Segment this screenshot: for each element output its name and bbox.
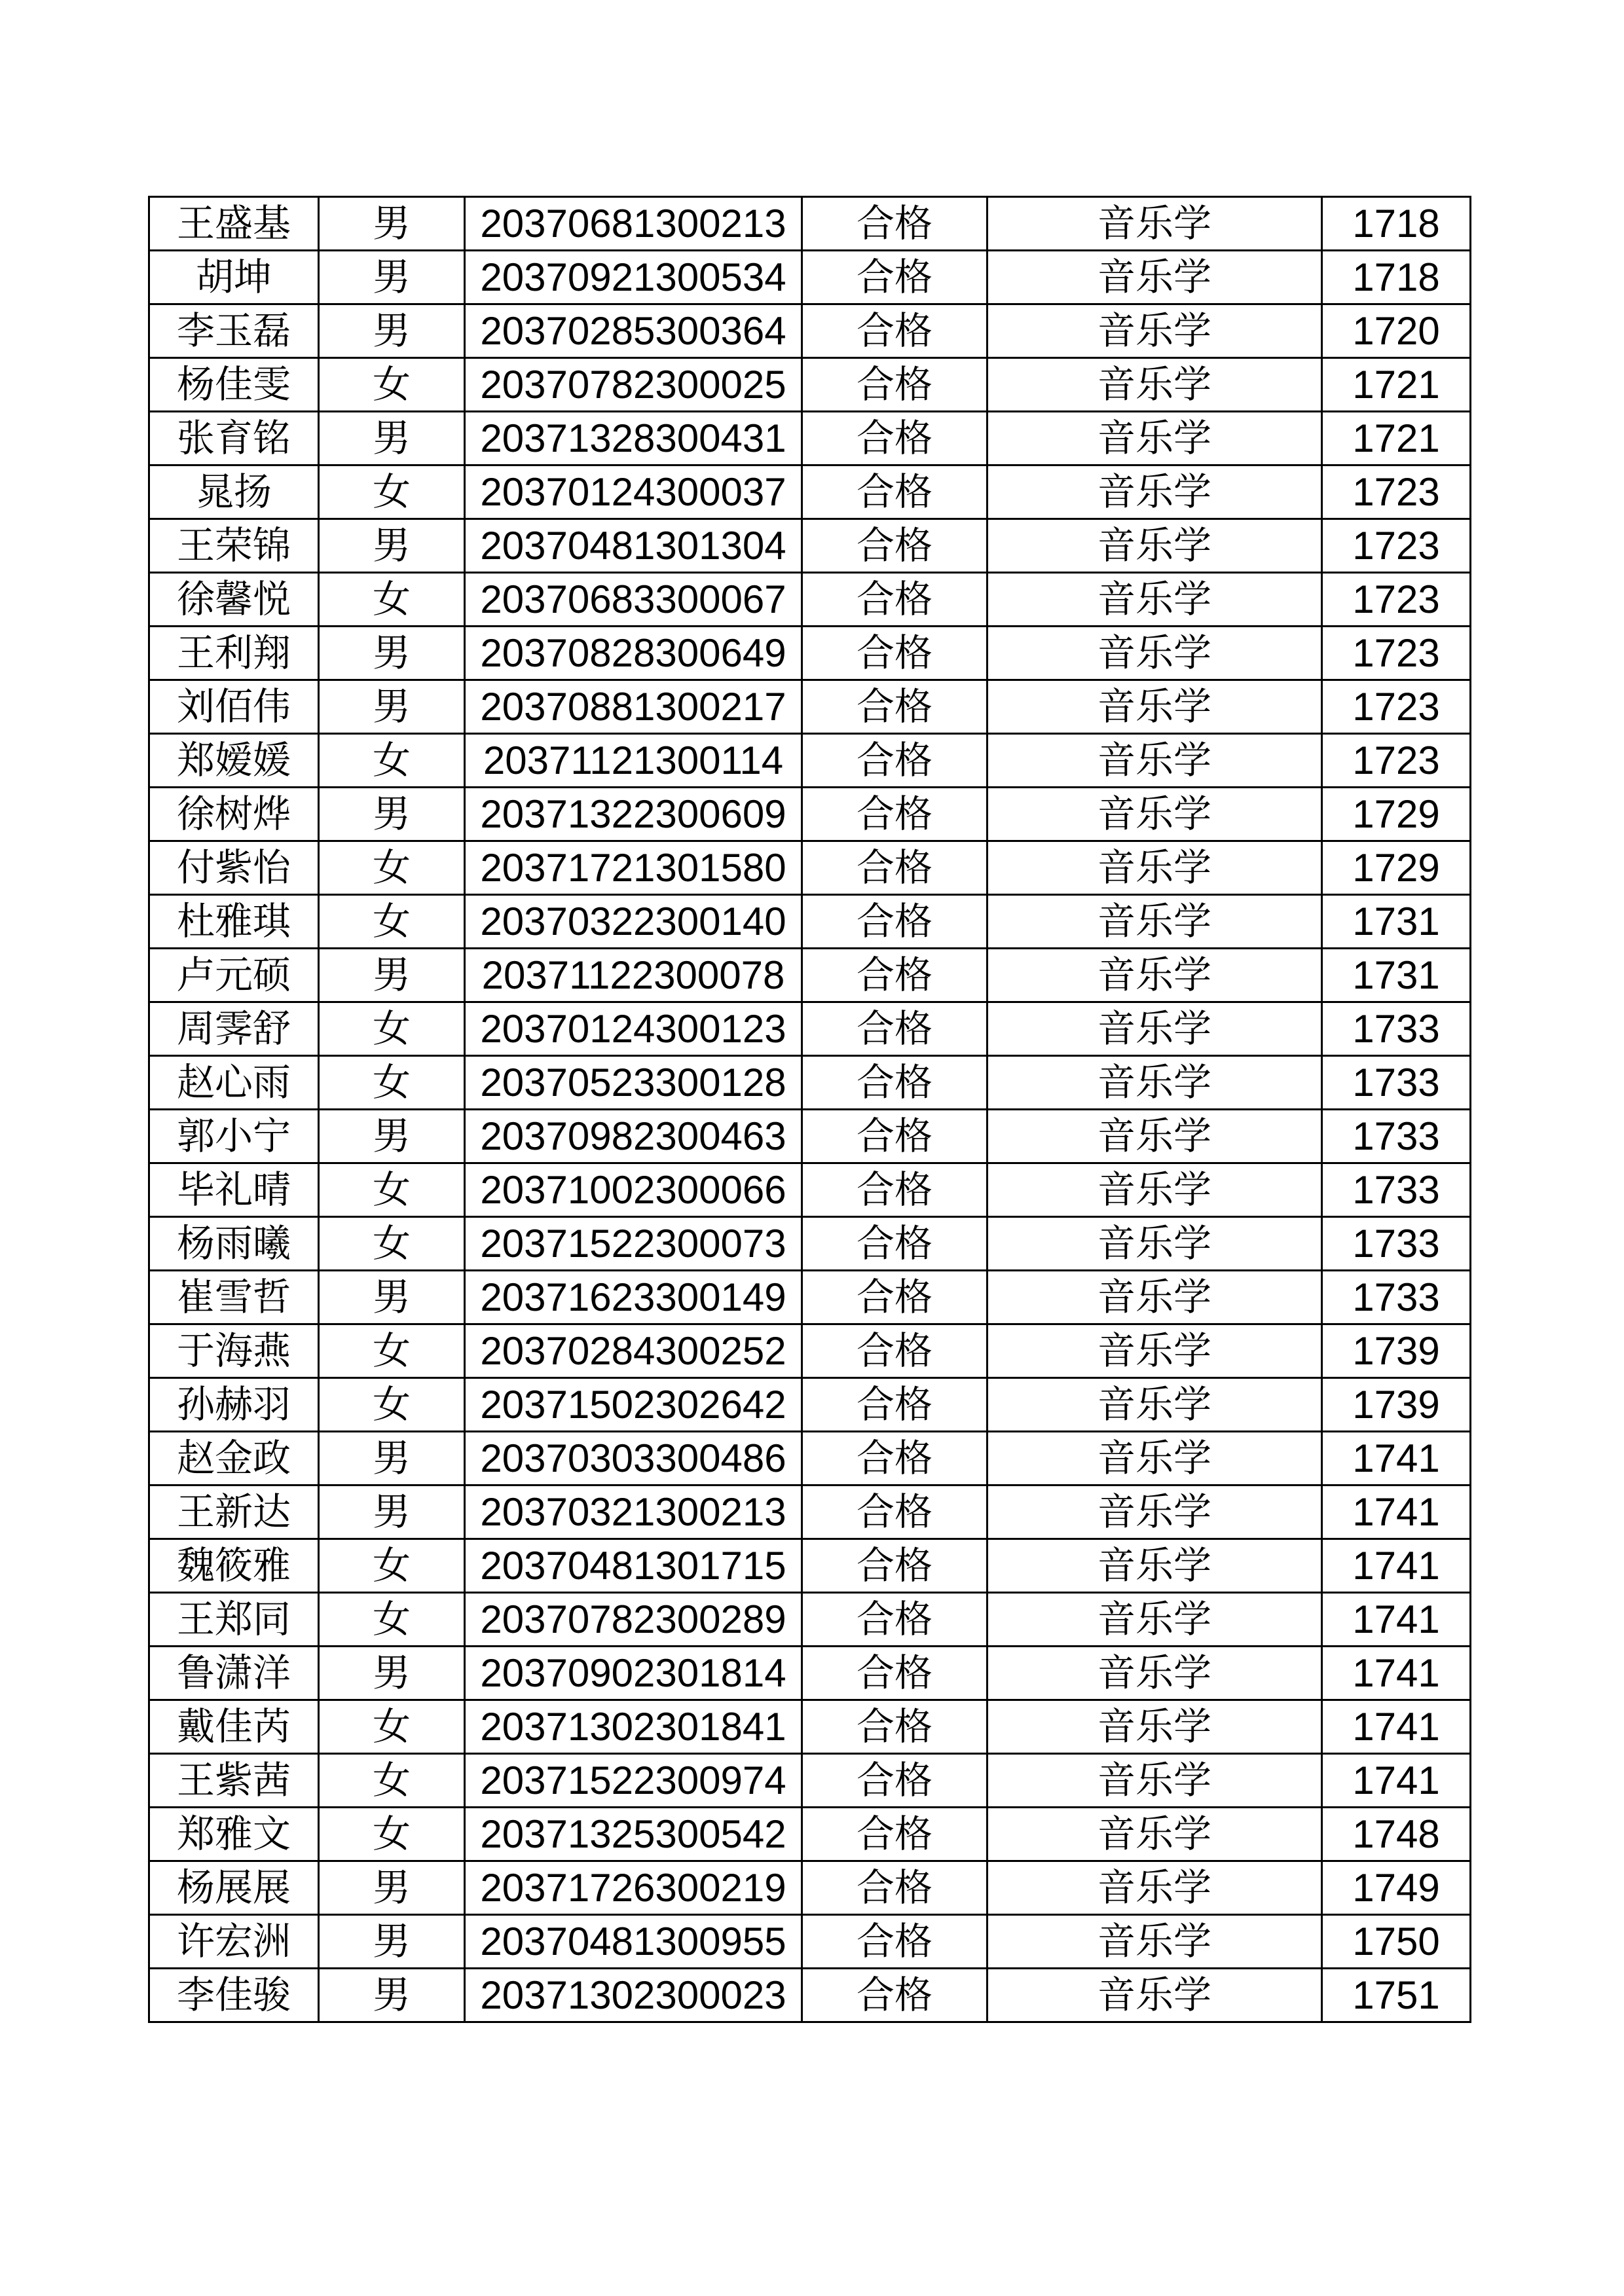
gender-cell: 男 xyxy=(319,1432,465,1485)
gender-cell: 女 xyxy=(319,1754,465,1808)
result-cell: 合格 xyxy=(802,304,987,358)
student-name-cell: 李佳骏 xyxy=(149,1969,319,2022)
major-cell: 音乐学 xyxy=(987,1593,1322,1647)
student-name-cell: 赵心雨 xyxy=(149,1056,319,1110)
table-row xyxy=(149,734,1471,788)
gender-cell: 女 xyxy=(319,1539,465,1593)
exam-id-cell: 20370828300649 xyxy=(465,627,802,680)
table-row xyxy=(149,1378,1471,1432)
major-cell: 音乐学 xyxy=(987,1861,1322,1915)
rank-cell: 1733 xyxy=(1322,1217,1471,1271)
table-row xyxy=(149,788,1471,841)
rank-cell: 1721 xyxy=(1322,358,1471,412)
gender-cell: 男 xyxy=(319,251,465,304)
result-cell: 合格 xyxy=(802,1808,987,1861)
table-row xyxy=(149,1002,1471,1056)
result-cell: 合格 xyxy=(802,1378,987,1432)
exam-id-cell: 20371328300431 xyxy=(465,412,802,465)
exam-id-cell: 20370481301715 xyxy=(465,1539,802,1593)
rank-cell: 1723 xyxy=(1322,519,1471,573)
student-name-cell: 王荣锦 xyxy=(149,519,319,573)
gender-cell: 女 xyxy=(319,1217,465,1271)
rank-cell: 1741 xyxy=(1322,1647,1471,1700)
result-cell: 合格 xyxy=(802,1002,987,1056)
table-row xyxy=(149,1163,1471,1217)
student-name-cell: 李玉磊 xyxy=(149,304,319,358)
gender-cell: 男 xyxy=(319,627,465,680)
result-cell: 合格 xyxy=(802,1271,987,1324)
gender-cell: 男 xyxy=(319,1110,465,1163)
major-cell: 音乐学 xyxy=(987,573,1322,627)
rank-cell: 1723 xyxy=(1322,573,1471,627)
exam-id-cell: 20370124300037 xyxy=(465,465,802,519)
result-cell: 合格 xyxy=(802,197,987,251)
table-row xyxy=(149,841,1471,895)
result-cell: 合格 xyxy=(802,680,987,734)
result-cell: 合格 xyxy=(802,358,987,412)
rank-cell: 1729 xyxy=(1322,788,1471,841)
result-cell: 合格 xyxy=(802,1700,987,1754)
student-name-cell: 王新达 xyxy=(149,1485,319,1539)
exam-id-cell: 20370303300486 xyxy=(465,1432,802,1485)
exam-id-cell: 20371522300974 xyxy=(465,1754,802,1808)
exam-id-cell: 20370124300123 xyxy=(465,1002,802,1056)
student-name-cell: 杜雅琪 xyxy=(149,895,319,949)
student-name-cell: 胡坤 xyxy=(149,251,319,304)
exam-id-cell: 20370782300025 xyxy=(465,358,802,412)
major-cell: 音乐学 xyxy=(987,841,1322,895)
student-name-cell: 付紫怡 xyxy=(149,841,319,895)
major-cell: 音乐学 xyxy=(987,1432,1322,1485)
results-table xyxy=(148,196,1471,2023)
major-cell: 音乐学 xyxy=(987,519,1322,573)
exam-id-cell: 20371325300542 xyxy=(465,1808,802,1861)
result-cell: 合格 xyxy=(802,1432,987,1485)
result-cell: 合格 xyxy=(802,573,987,627)
major-cell: 音乐学 xyxy=(987,680,1322,734)
student-name-cell: 徐树烨 xyxy=(149,788,319,841)
table-row xyxy=(149,519,1471,573)
gender-cell: 男 xyxy=(319,949,465,1002)
gender-cell: 男 xyxy=(319,1271,465,1324)
result-cell: 合格 xyxy=(802,734,987,788)
rank-cell: 1733 xyxy=(1322,1056,1471,1110)
gender-cell: 女 xyxy=(319,358,465,412)
rank-cell: 1733 xyxy=(1322,1271,1471,1324)
result-cell: 合格 xyxy=(802,1969,987,2022)
major-cell: 音乐学 xyxy=(987,1271,1322,1324)
result-cell: 合格 xyxy=(802,412,987,465)
result-cell: 合格 xyxy=(802,1593,987,1647)
exam-id-cell: 20370321300213 xyxy=(465,1485,802,1539)
exam-id-cell: 20370481300955 xyxy=(465,1915,802,1969)
rank-cell: 1733 xyxy=(1322,1002,1471,1056)
student-name-cell: 毕礼晴 xyxy=(149,1163,319,1217)
student-name-cell: 戴佳芮 xyxy=(149,1700,319,1754)
major-cell: 音乐学 xyxy=(987,1056,1322,1110)
result-cell: 合格 xyxy=(802,841,987,895)
table-row xyxy=(149,1647,1471,1700)
gender-cell: 男 xyxy=(319,1647,465,1700)
exam-id-cell: 20371302301841 xyxy=(465,1700,802,1754)
gender-cell: 男 xyxy=(319,1861,465,1915)
result-cell: 合格 xyxy=(802,1754,987,1808)
rank-cell: 1720 xyxy=(1322,304,1471,358)
major-cell: 音乐学 xyxy=(987,788,1322,841)
exam-id-cell: 20370285300364 xyxy=(465,304,802,358)
major-cell: 音乐学 xyxy=(987,1539,1322,1593)
rank-cell: 1741 xyxy=(1322,1593,1471,1647)
student-name-cell: 周霁舒 xyxy=(149,1002,319,1056)
exam-id-cell: 20370523300128 xyxy=(465,1056,802,1110)
table-row xyxy=(149,1485,1471,1539)
result-cell: 合格 xyxy=(802,1217,987,1271)
gender-cell: 男 xyxy=(319,304,465,358)
student-name-cell: 崔雪哲 xyxy=(149,1271,319,1324)
gender-cell: 女 xyxy=(319,1700,465,1754)
gender-cell: 男 xyxy=(319,1969,465,2022)
exam-id-cell: 20370902301814 xyxy=(465,1647,802,1700)
exam-id-cell: 20371726300219 xyxy=(465,1861,802,1915)
table-row xyxy=(149,1056,1471,1110)
major-cell: 音乐学 xyxy=(987,1110,1322,1163)
rank-cell: 1723 xyxy=(1322,680,1471,734)
gender-cell: 女 xyxy=(319,573,465,627)
rank-cell: 1721 xyxy=(1322,412,1471,465)
table-row xyxy=(149,573,1471,627)
exam-id-cell: 20371623300149 xyxy=(465,1271,802,1324)
rank-cell: 1741 xyxy=(1322,1754,1471,1808)
major-cell: 音乐学 xyxy=(987,1647,1322,1700)
table-row xyxy=(149,1861,1471,1915)
table-row xyxy=(149,465,1471,519)
table-row xyxy=(149,358,1471,412)
result-cell: 合格 xyxy=(802,1110,987,1163)
rank-cell: 1741 xyxy=(1322,1539,1471,1593)
result-cell: 合格 xyxy=(802,1861,987,1915)
table-row xyxy=(149,1110,1471,1163)
gender-cell: 男 xyxy=(319,1485,465,1539)
result-cell: 合格 xyxy=(802,1324,987,1378)
table-row xyxy=(149,895,1471,949)
table-row xyxy=(149,680,1471,734)
major-cell: 音乐学 xyxy=(987,1378,1322,1432)
rank-cell: 1718 xyxy=(1322,197,1471,251)
gender-cell: 女 xyxy=(319,1324,465,1378)
major-cell: 音乐学 xyxy=(987,627,1322,680)
result-cell: 合格 xyxy=(802,1647,987,1700)
gender-cell: 女 xyxy=(319,895,465,949)
table-row xyxy=(149,1915,1471,1969)
rank-cell: 1723 xyxy=(1322,627,1471,680)
exam-id-cell: 20370481301304 xyxy=(465,519,802,573)
result-cell: 合格 xyxy=(802,627,987,680)
table-row xyxy=(149,1700,1471,1754)
student-name-cell: 晁扬 xyxy=(149,465,319,519)
gender-cell: 男 xyxy=(319,197,465,251)
result-cell: 合格 xyxy=(802,788,987,841)
gender-cell: 女 xyxy=(319,1056,465,1110)
table-row xyxy=(149,197,1471,251)
rank-cell: 1741 xyxy=(1322,1700,1471,1754)
gender-cell: 女 xyxy=(319,1593,465,1647)
exam-id-cell: 20371122300078 xyxy=(465,949,802,1002)
table-row xyxy=(149,1969,1471,2022)
table-row xyxy=(149,412,1471,465)
result-cell: 合格 xyxy=(802,519,987,573)
gender-cell: 女 xyxy=(319,734,465,788)
result-cell: 合格 xyxy=(802,1163,987,1217)
exam-id-cell: 20370681300213 xyxy=(465,197,802,251)
student-name-cell: 杨雨曦 xyxy=(149,1217,319,1271)
rank-cell: 1733 xyxy=(1322,1163,1471,1217)
rank-cell: 1723 xyxy=(1322,465,1471,519)
gender-cell: 男 xyxy=(319,1915,465,1969)
gender-cell: 男 xyxy=(319,412,465,465)
exam-id-cell: 20371322300609 xyxy=(465,788,802,841)
gender-cell: 女 xyxy=(319,1163,465,1217)
student-name-cell: 郑嫒媛 xyxy=(149,734,319,788)
gender-cell: 女 xyxy=(319,1002,465,1056)
student-name-cell: 于海燕 xyxy=(149,1324,319,1378)
student-name-cell: 刘佰伟 xyxy=(149,680,319,734)
student-name-cell: 杨佳雯 xyxy=(149,358,319,412)
table-row xyxy=(149,1539,1471,1593)
rank-cell: 1750 xyxy=(1322,1915,1471,1969)
major-cell: 音乐学 xyxy=(987,1700,1322,1754)
gender-cell: 女 xyxy=(319,1808,465,1861)
rank-cell: 1751 xyxy=(1322,1969,1471,2022)
student-name-cell: 魏筱雅 xyxy=(149,1539,319,1593)
gender-cell: 女 xyxy=(319,1378,465,1432)
major-cell: 音乐学 xyxy=(987,1163,1322,1217)
result-cell: 合格 xyxy=(802,1056,987,1110)
exam-id-cell: 20370921300534 xyxy=(465,251,802,304)
rank-cell: 1739 xyxy=(1322,1378,1471,1432)
major-cell: 音乐学 xyxy=(987,1485,1322,1539)
exam-id-cell: 20371121300114 xyxy=(465,734,802,788)
rank-cell: 1741 xyxy=(1322,1485,1471,1539)
exam-id-cell: 20370982300463 xyxy=(465,1110,802,1163)
rank-cell: 1739 xyxy=(1322,1324,1471,1378)
student-name-cell: 徐馨悦 xyxy=(149,573,319,627)
result-cell: 合格 xyxy=(802,949,987,1002)
rank-cell: 1729 xyxy=(1322,841,1471,895)
major-cell: 音乐学 xyxy=(987,1808,1322,1861)
major-cell: 音乐学 xyxy=(987,465,1322,519)
student-name-cell: 赵金政 xyxy=(149,1432,319,1485)
table-row xyxy=(149,1271,1471,1324)
major-cell: 音乐学 xyxy=(987,1754,1322,1808)
major-cell: 音乐学 xyxy=(987,734,1322,788)
result-cell: 合格 xyxy=(802,251,987,304)
exam-id-cell: 20370322300140 xyxy=(465,895,802,949)
exam-id-cell: 20370284300252 xyxy=(465,1324,802,1378)
major-cell: 音乐学 xyxy=(987,1324,1322,1378)
exam-id-cell: 20371502302642 xyxy=(465,1378,802,1432)
table-row xyxy=(149,304,1471,358)
student-name-cell: 王利翔 xyxy=(149,627,319,680)
exam-id-cell: 20371002300066 xyxy=(465,1163,802,1217)
student-name-cell: 鲁潇洋 xyxy=(149,1647,319,1700)
gender-cell: 女 xyxy=(319,841,465,895)
student-name-cell: 王紫茜 xyxy=(149,1754,319,1808)
result-cell: 合格 xyxy=(802,895,987,949)
rank-cell: 1723 xyxy=(1322,734,1471,788)
student-name-cell: 杨展展 xyxy=(149,1861,319,1915)
rank-cell: 1733 xyxy=(1322,1110,1471,1163)
rank-cell: 1731 xyxy=(1322,895,1471,949)
exam-id-cell: 20370683300067 xyxy=(465,573,802,627)
rank-cell: 1741 xyxy=(1322,1432,1471,1485)
exam-id-cell: 20371721301580 xyxy=(465,841,802,895)
gender-cell: 女 xyxy=(319,465,465,519)
exam-id-cell: 20370881300217 xyxy=(465,680,802,734)
table-row xyxy=(149,251,1471,304)
table-row xyxy=(149,1217,1471,1271)
result-cell: 合格 xyxy=(802,1485,987,1539)
rank-cell: 1731 xyxy=(1322,949,1471,1002)
gender-cell: 男 xyxy=(319,519,465,573)
major-cell: 音乐学 xyxy=(987,1969,1322,2022)
student-name-cell: 王盛基 xyxy=(149,197,319,251)
student-name-cell: 张育铭 xyxy=(149,412,319,465)
table-row xyxy=(149,1754,1471,1808)
student-name-cell: 卢元硕 xyxy=(149,949,319,1002)
exam-id-cell: 20371522300073 xyxy=(465,1217,802,1271)
major-cell: 音乐学 xyxy=(987,358,1322,412)
gender-cell: 男 xyxy=(319,788,465,841)
result-cell: 合格 xyxy=(802,1915,987,1969)
gender-cell: 男 xyxy=(319,680,465,734)
table-row xyxy=(149,627,1471,680)
major-cell: 音乐学 xyxy=(987,304,1322,358)
major-cell: 音乐学 xyxy=(987,1915,1322,1969)
rank-cell: 1748 xyxy=(1322,1808,1471,1861)
student-name-cell: 孙赫羽 xyxy=(149,1378,319,1432)
rank-cell: 1718 xyxy=(1322,251,1471,304)
table-row xyxy=(149,1432,1471,1485)
result-cell: 合格 xyxy=(802,1539,987,1593)
rank-cell: 1749 xyxy=(1322,1861,1471,1915)
major-cell: 音乐学 xyxy=(987,1217,1322,1271)
major-cell: 音乐学 xyxy=(987,895,1322,949)
major-cell: 音乐学 xyxy=(987,949,1322,1002)
exam-id-cell: 20371302300023 xyxy=(465,1969,802,2022)
major-cell: 音乐学 xyxy=(987,412,1322,465)
table-row xyxy=(149,949,1471,1002)
result-cell: 合格 xyxy=(802,465,987,519)
exam-id-cell: 20370782300289 xyxy=(465,1593,802,1647)
table-row xyxy=(149,1324,1471,1378)
major-cell: 音乐学 xyxy=(987,251,1322,304)
results-table-body xyxy=(149,197,1471,2022)
table-row xyxy=(149,1808,1471,1861)
student-name-cell: 郭小宁 xyxy=(149,1110,319,1163)
student-name-cell: 王郑同 xyxy=(149,1593,319,1647)
major-cell: 音乐学 xyxy=(987,1002,1322,1056)
student-name-cell: 许宏洲 xyxy=(149,1915,319,1969)
major-cell: 音乐学 xyxy=(987,197,1322,251)
table-row xyxy=(149,1593,1471,1647)
student-name-cell: 郑雅文 xyxy=(149,1808,319,1861)
